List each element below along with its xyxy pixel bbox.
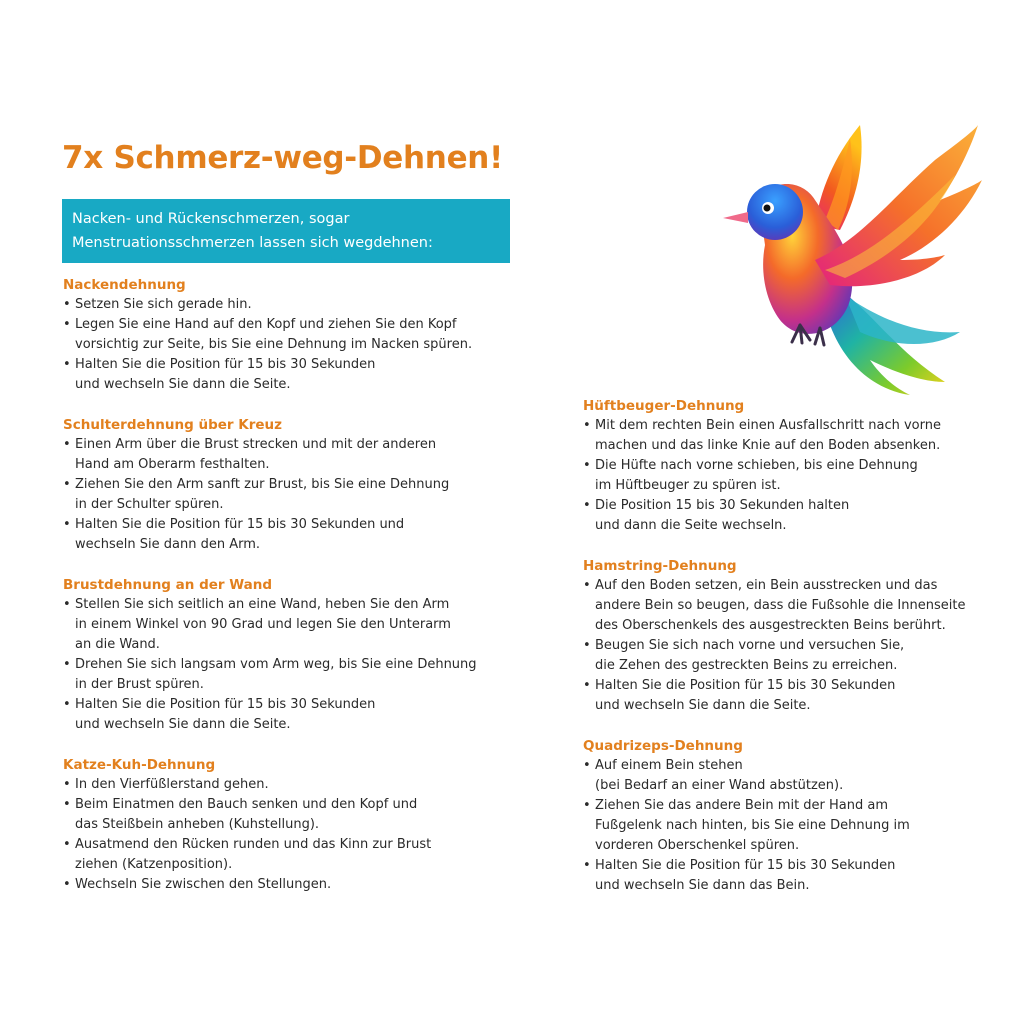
bullet-line: • Halten Sie die Position für 15 bis 30 Sekunden und — [75, 517, 405, 532]
bullet-line: und wechseln Sie dann die Seite. — [75, 377, 291, 392]
bullet-line: in einem Winkel von 90 Grad und legen Sie den Unterarm — [75, 617, 451, 632]
bullet-line: • Legen Sie eine Hand auf den Kopf und ziehen Sie den Kopf — [75, 317, 457, 332]
bullet-line: • Ziehen Sie den Arm sanft zur Brust, bis Sie eine Dehnung — [75, 477, 450, 492]
bullet-line: und wechseln Sie dann die Seite. — [75, 717, 291, 732]
bullet-item — [63, 295, 503, 315]
bullet-line: (bei Bedarf an einer Wand abstützen). — [595, 778, 844, 793]
intro-line: Nacken- und Rückenschmerzen, sogar — [72, 211, 350, 227]
bullet-item — [583, 636, 963, 676]
bullet-line: • Ziehen Sie das andere Bein mit der Hand am — [595, 798, 889, 813]
stretch-section — [63, 755, 503, 895]
stretch-section — [63, 275, 503, 395]
bullet-list — [63, 295, 503, 395]
section-heading: Quadrizeps-Dehnung — [583, 738, 743, 754]
bullet-line: • In den Vierfüßlerstand gehen. — [75, 777, 269, 792]
bullet-item — [63, 875, 503, 895]
bullet-line: • Halten Sie die Position für 15 bis 30 Sekunden — [595, 858, 896, 873]
section-heading: Schulterdehnung über Kreuz — [63, 417, 282, 433]
bullet-line: in der Brust spüren. — [75, 677, 204, 692]
bullet-list — [583, 416, 963, 536]
bullet-line: • Mit dem rechten Bein einen Ausfallschritt nach vorne — [595, 418, 941, 433]
bullet-line: ziehen (Katzenposition). — [75, 857, 233, 872]
bullet-list — [63, 595, 503, 735]
section-heading: Hüftbeuger-Dehnung — [583, 398, 745, 414]
bullet-item — [63, 655, 503, 695]
intro-line: Menstruationsschmerzen lassen sich wegdehnen: — [72, 235, 433, 251]
bullet-line: im Hüftbeuger zu spüren ist. — [595, 478, 781, 493]
stretch-section — [583, 736, 963, 896]
bullet-line: Hand am Oberarm festhalten. — [75, 457, 270, 472]
bullet-item — [583, 456, 963, 496]
bullet-line: • Auf den Boden setzen, ein Bein ausstrecken und das — [595, 578, 938, 593]
bullet-line: • Auf einem Bein stehen — [595, 758, 743, 773]
bullet-line: • Die Position 15 bis 30 Sekunden halten — [595, 498, 850, 513]
bullet-item — [63, 695, 503, 735]
section-heading: Katze-Kuh-Dehnung — [63, 757, 216, 773]
bullet-line: und wechseln Sie dann die Seite. — [595, 698, 811, 713]
bullet-item — [63, 775, 503, 795]
bullet-line: • Halten Sie die Position für 15 bis 30 Sekunden — [75, 697, 376, 712]
bullet-item — [583, 756, 963, 796]
intro-banner — [62, 199, 510, 263]
bullet-item — [63, 435, 503, 475]
bullet-line: und wechseln Sie dann das Bein. — [595, 878, 810, 893]
bullet-line: machen und das linke Knie auf den Boden absenken. — [595, 438, 941, 453]
left-column — [63, 275, 503, 915]
stretch-section — [583, 396, 963, 536]
rainbow-bird-icon — [720, 120, 982, 400]
bullet-item — [63, 475, 503, 515]
bullet-item — [63, 835, 503, 875]
section-heading: Nackendehnung — [63, 277, 186, 293]
bullet-line: • Beugen Sie sich nach vorne und versuchen Sie, — [595, 638, 905, 653]
bullet-item — [63, 795, 503, 835]
bullet-list — [63, 435, 503, 555]
bullet-item — [583, 796, 963, 856]
right-column — [583, 396, 966, 916]
bullet-line: • Halten Sie die Position für 15 bis 30 Sekunden — [75, 357, 376, 372]
stretch-section — [583, 556, 966, 716]
bullet-line: Fußgelenk nach hinten, bis Sie eine Dehnung im — [595, 818, 910, 833]
bullet-line: • Beim Einatmen den Bauch senken und den Kopf und — [75, 797, 418, 812]
bullet-item — [63, 355, 503, 395]
bullet-line: des Oberschenkels des ausgestreckten Beins berührt. — [595, 618, 946, 633]
bullet-line: an die Wand. — [75, 637, 160, 652]
bullet-line: in der Schulter spüren. — [75, 497, 224, 512]
bullet-list — [63, 775, 503, 895]
bullet-line: wechseln Sie dann den Arm. — [75, 537, 261, 552]
bullet-item — [583, 416, 963, 456]
bullet-item — [583, 856, 963, 896]
page-title: 7x Schmerz-weg-Dehnen! — [62, 140, 503, 176]
bullet-line: • Ausatmend den Rücken runden und das Kinn zur Brust — [75, 837, 432, 852]
bullet-line: • Stellen Sie sich seitlich an eine Wand, heben Sie den Arm — [75, 597, 450, 612]
bullet-line: • Drehen Sie sich langsam vom Arm weg, bis Sie eine Dehnung — [75, 657, 477, 672]
stretch-section — [63, 575, 503, 735]
bullet-line: und dann die Seite wechseln. — [595, 518, 787, 533]
stretch-section — [63, 415, 503, 555]
bullet-item — [583, 676, 963, 716]
bullet-line: das Steißbein anheben (Kuhstellung). — [75, 817, 320, 832]
bullet-item — [583, 496, 963, 536]
bullet-list — [583, 756, 963, 896]
bullet-line: vorderen Oberschenkel spüren. — [595, 838, 800, 853]
bullet-line: • Einen Arm über die Brust strecken und mit der anderen — [75, 437, 437, 452]
bullet-line: • Die Hüfte nach vorne schieben, bis eine Dehnung — [595, 458, 918, 473]
bullet-line: • Setzen Sie sich gerade hin. — [75, 297, 252, 312]
bullet-line: die Zehen des gestreckten Beins zu erreichen. — [595, 658, 898, 673]
bullet-item — [63, 515, 503, 555]
section-heading: Brustdehnung an der Wand — [63, 577, 273, 593]
bullet-item — [583, 576, 966, 636]
bullet-list — [583, 576, 966, 716]
bullet-line: • Halten Sie die Position für 15 bis 30 Sekunden — [595, 678, 896, 693]
bullet-line: andere Bein so beugen, dass die Fußsohle die Innenseite — [595, 598, 966, 613]
bullet-line: • Wechseln Sie zwischen den Stellungen. — [75, 877, 332, 892]
section-heading: Hamstring-Dehnung — [583, 558, 737, 574]
bullet-line: vorsichtig zur Seite, bis Sie eine Dehnung im Nacken spüren. — [75, 337, 473, 352]
bullet-item — [63, 315, 503, 355]
bullet-item — [63, 595, 503, 655]
